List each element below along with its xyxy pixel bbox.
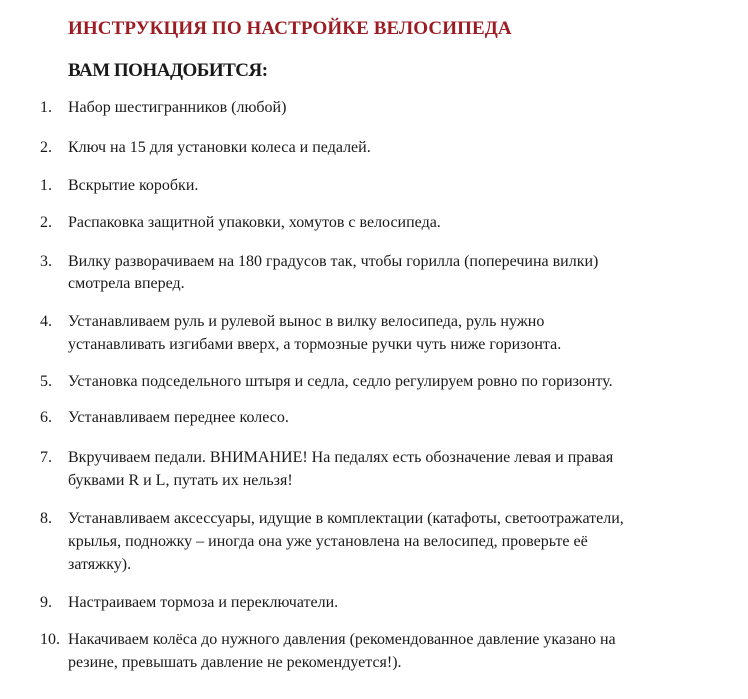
step-text: Вкручиваем педали. ВНИМАНИЕ! На педалях есть обозначение левая и правая [68,449,614,466]
step-text: резине, превышать давление не рекомендуется!). [68,654,402,671]
step-number: 8. [40,510,52,527]
item-number: 1. [40,99,52,116]
step-text: Накачиваем колёса до нужного давления (рекомендованное давление указано на [68,631,616,648]
step-text: крылья, подножку – иногда она уже установлена на велосипед, проверьте её [68,533,588,550]
step-text: устанавливать изгибами вверх, а тормозные ручки чуть ниже горизонта. [68,336,562,353]
document-title: ИНСТРУКЦИЯ ПО НАСТРОЙКЕ ВЕЛОСИПЕДА [68,18,512,39]
step-text: Устанавливаем аксессуары, идущие в комплектации (катафоты, светоотражатели, [68,510,624,527]
step-number: 1. [40,177,52,194]
step-number: 4. [40,313,52,330]
step-number: 6. [40,409,52,426]
item-text: Ключ на 15 для установки колеса и педалей. [68,139,371,156]
step-text: Устанавливаем руль и рулевой вынос в вилку велосипеда, руль нужно [68,313,545,330]
step-text: смотрела вперед. [68,275,185,292]
step-number: 7. [40,449,52,466]
step-text: затяжку). [68,556,132,573]
step-text: Вилку разворачиваем на 180 градусов так, чтобы горилла (поперечина вилки) [68,253,599,270]
step-text: Настраиваем тормоза и переключатели. [68,594,339,611]
step-number: 2. [40,214,52,231]
step-number: 10. [40,631,60,648]
required-tools-heading: ВАМ ПОНАДОБИТСЯ: [68,60,268,81]
step-text: буквами R и L, путать их нельзя! [68,472,293,489]
step-number: 5. [40,373,52,390]
item-text: Набор шестигранников (любой) [68,99,287,116]
step-number: 3. [40,253,52,270]
step-text: Распаковка защитной упаковки, хомутов с велосипеда. [68,214,441,231]
item-number: 2. [40,139,52,156]
step-text: Устанавливаем переднее колесо. [68,409,289,426]
step-number: 9. [40,594,52,611]
step-text: Вскрытие коробки. [68,177,199,194]
step-text: Установка подседельного штыря и седла, седло регулируем ровно по горизонту. [68,373,613,390]
